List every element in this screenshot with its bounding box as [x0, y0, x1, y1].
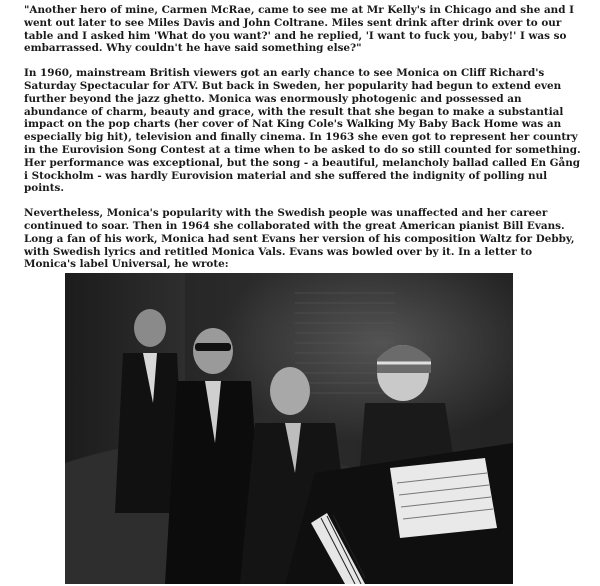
article-text	[24, 4, 582, 283]
collaboration-paragraph: Nevertheless, Monica's popularity with the Swedish people was unaffected and her career continued to soar. Then in 1964 she collaborated with the great American pianist Bill Evans. Long a fan of his work, Monica had sent Evans her version of his composition Waltz for Debby, with Swedish lyrics and retitled Monica Vals. Evans was bowled over by it. In a letter to Monica's label Universal, he wrote:	[24, 207, 575, 271]
quote-paragraph: "Another hero of mine, Carmen McRae, came to see me at Mr Kelly's in Chicago and she and I went out later to see Miles Davis and John Coltrane. Miles sent drink after drink over to our table and I asked him 'What do you want?' and he replied, 'I want to fuck you, baby!' I was so embarrassed. Why couldn't he have said something else?"	[24, 4, 574, 55]
studio-photograph	[65, 273, 513, 584]
career-paragraph: In 1960, mainstream British viewers got an early chance to see Monica on Cliff Richard's Saturday Spectacular for ATV. But back in Sweden, her popularity had begun to extend even further beyond the jazz ghetto. Monica was enormously photogenic and possessed an abundance of charm, beauty and grace, with the result that she began to make a substantial impact on the pop charts (her cover of Nat King Cole's Walking My Baby Back Home was an especially big hit), television and finally cinema. In 1963 she even got to represent her country in the Eurovision Song Contest at a time when to be asked to do so still counted for something. Her performance was exceptional, but the song - a beautiful, melancholy ballad called En Gång i Stockholm - was hardly Eurovision material and she suffered the indignity of polling nul points.	[24, 67, 581, 195]
